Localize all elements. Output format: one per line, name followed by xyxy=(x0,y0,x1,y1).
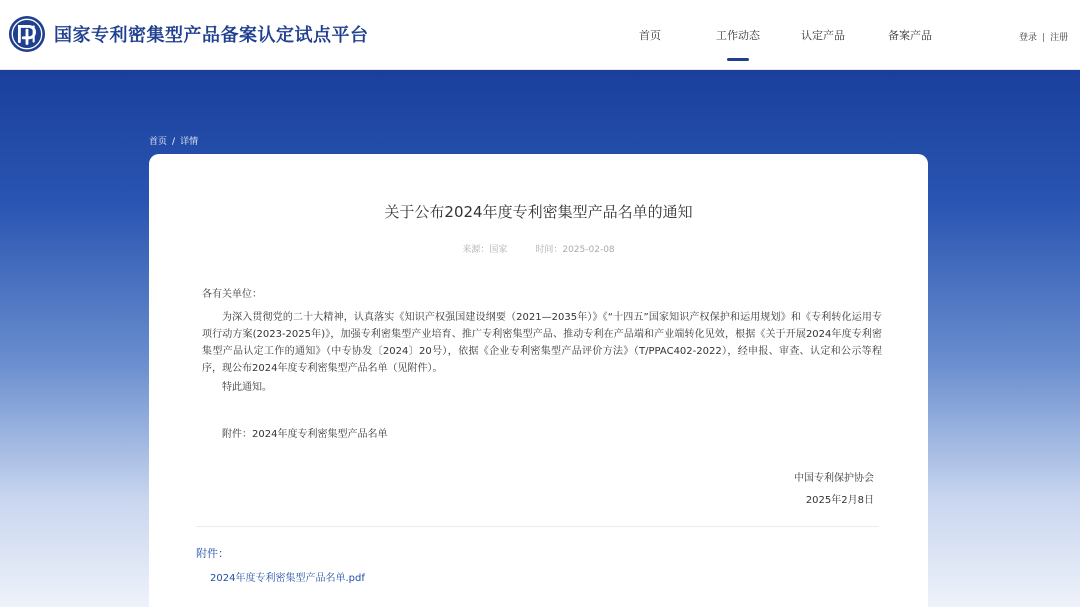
attachments-label: 附件： xyxy=(196,547,229,560)
divider xyxy=(196,526,879,527)
logo-link[interactable] xyxy=(8,15,369,53)
nav-certified-products[interactable]: 认定产品 xyxy=(801,29,845,42)
nav-filed-products[interactable]: 备案产品 xyxy=(888,29,932,42)
patent-logo-icon xyxy=(8,15,46,53)
signature-org: 中国专利保护协会 xyxy=(794,473,874,484)
site-header xyxy=(0,0,1080,70)
article-time: 时间：2025-02-08 xyxy=(535,245,615,255)
breadcrumb xyxy=(149,134,198,147)
breadcrumb-home[interactable]: 首页 xyxy=(149,137,168,147)
article-attachment-note: 附件：2024年度专利密集型产品名单 xyxy=(222,429,388,440)
article-salutation: 各有关单位： xyxy=(202,289,262,300)
article-card xyxy=(149,154,928,607)
article-meta xyxy=(149,242,928,255)
nav-home[interactable]: 首页 xyxy=(639,29,661,42)
article-title: 关于公布2024年度专利密集型产品名单的通知 xyxy=(384,203,693,221)
attachments-section xyxy=(196,545,365,584)
auth-separator: | xyxy=(1042,33,1046,43)
article-source: 来源：国家 xyxy=(462,245,508,255)
article-paragraph: 为深入贯彻党的二十大精神，认真落实《知识产权强国建设纲要（2021—2035年）》《“十四五”国家知识产权保护和运用规划》和《专利转化运用专项行动方案(2023-2025年)》，加强专利密集型产业培育、推广专利密集型产品、推动专利在产品端和产业端转化见效，根据《关于开展2024年度专利密集型产品认定工作的通知》（中专协发〔2024〕20号），依据《企业专利密集型产品评价方法》（T/PPAC402-2022），经申报、审查、认定和公示等程序，现公布2024年度专利密集型产品名单（见附件）。 xyxy=(202,312,882,374)
article-closing: 特此通知。 xyxy=(222,382,272,393)
attachment-file-link[interactable]: 2024年度专利密集型产品名单.pdf xyxy=(210,573,365,584)
auth-links xyxy=(1019,30,1068,43)
login-link[interactable]: 登录 xyxy=(1019,33,1038,43)
register-link[interactable]: 注册 xyxy=(1050,33,1069,43)
breadcrumb-separator: / xyxy=(172,137,176,147)
nav-work-news[interactable]: 工作动态 xyxy=(716,29,760,42)
signature-date: 2025年2月8日 xyxy=(805,495,874,506)
article-body xyxy=(202,287,882,443)
article-signature xyxy=(794,468,874,512)
site-title: 国家专利密集型产品备案认定试点平台 xyxy=(54,25,369,46)
breadcrumb-current: 详情 xyxy=(180,137,199,147)
